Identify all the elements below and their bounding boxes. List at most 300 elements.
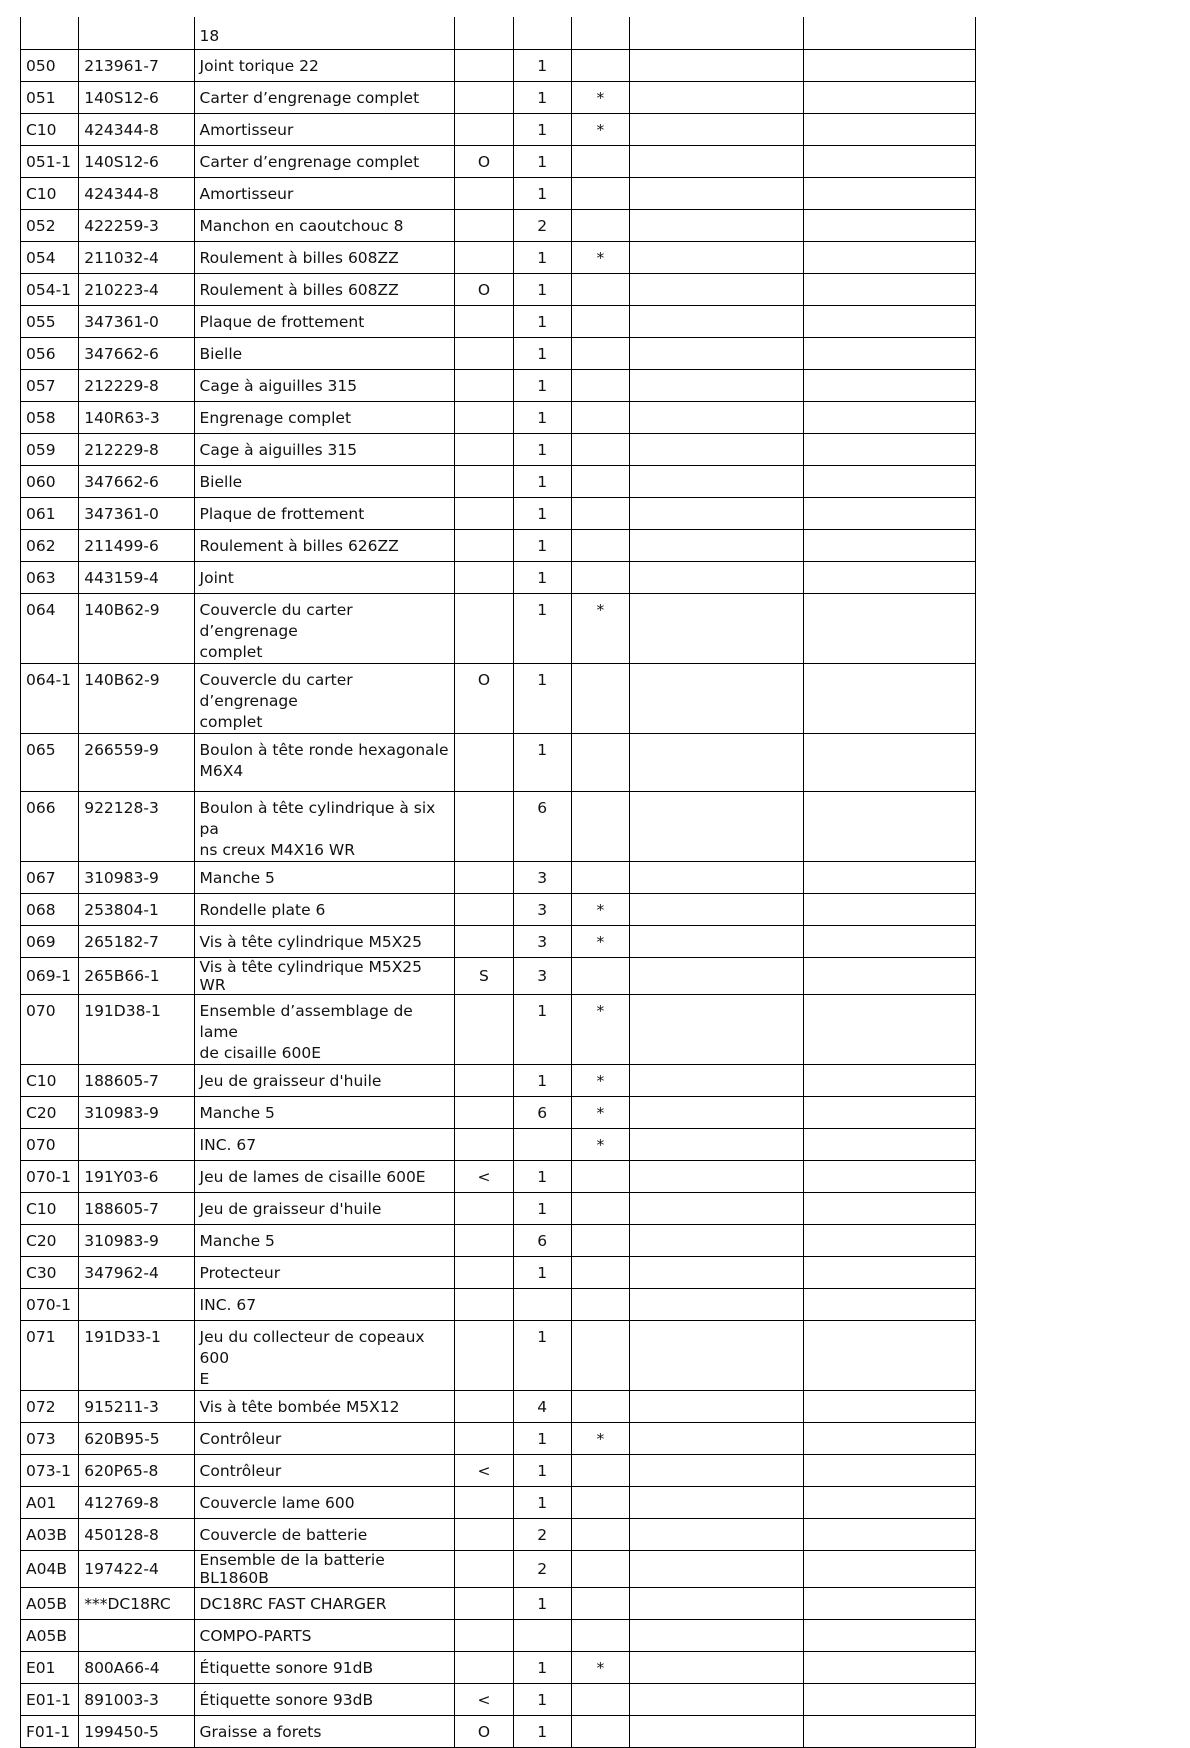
note-cell xyxy=(455,862,513,894)
empty-cell xyxy=(629,1193,803,1225)
empty-cell xyxy=(803,178,975,210)
part-number-cell: 197422-4 xyxy=(79,1551,194,1588)
empty-cell xyxy=(629,530,803,562)
description-cell: Joint xyxy=(194,562,455,594)
description-cell: Couvercle du carter d’engrenage complet xyxy=(194,664,455,734)
empty-cell xyxy=(803,1225,975,1257)
ref-cell: C20 xyxy=(21,1097,79,1129)
description-cell: Jeu de lames de cisaille 600E xyxy=(194,1161,455,1193)
note-cell xyxy=(455,562,513,594)
part-number-cell xyxy=(79,1289,194,1321)
note-cell xyxy=(455,1391,513,1423)
empty-cell xyxy=(629,178,803,210)
part-number-cell: 266559-9 xyxy=(79,734,194,792)
empty-cell xyxy=(629,1097,803,1129)
note-cell xyxy=(455,1519,513,1551)
quantity-cell: 1 xyxy=(513,306,571,338)
table-row xyxy=(21,1129,976,1161)
quantity-cell: 2 xyxy=(513,210,571,242)
quantity-cell: 1 xyxy=(513,530,571,562)
note-cell: < xyxy=(455,1684,513,1716)
quantity-cell: 1 xyxy=(513,1684,571,1716)
quantity-cell: 1 xyxy=(513,1193,571,1225)
table-row xyxy=(21,1716,976,1748)
empty-cell xyxy=(803,498,975,530)
empty-cell xyxy=(803,402,975,434)
part-number-cell: 347361-0 xyxy=(79,498,194,530)
description-cell: Contrôleur xyxy=(194,1455,455,1487)
quantity-cell xyxy=(513,1620,571,1652)
empty-cell xyxy=(629,1652,803,1684)
description-cell: Amortisseur xyxy=(194,114,455,146)
description-cell: Boulon à tête cylindrique à six pa ns creux M4X16 WR xyxy=(194,792,455,862)
mark-cell: * xyxy=(571,926,629,958)
table-row xyxy=(21,1391,976,1423)
quantity-cell: 1 xyxy=(513,402,571,434)
table-row xyxy=(21,1620,976,1652)
note-cell xyxy=(455,1065,513,1097)
empty-cell xyxy=(803,1065,975,1097)
empty-cell xyxy=(803,664,975,734)
empty-cell xyxy=(629,114,803,146)
mark-cell xyxy=(571,210,629,242)
mark-cell xyxy=(571,274,629,306)
mark-cell xyxy=(571,498,629,530)
empty-cell xyxy=(803,594,975,664)
empty-cell xyxy=(803,338,975,370)
mark-cell xyxy=(571,664,629,734)
empty-cell xyxy=(803,734,975,792)
empty-cell xyxy=(803,530,975,562)
note-cell xyxy=(455,498,513,530)
part-number-cell: 310983-9 xyxy=(79,1225,194,1257)
ref-cell: 070-1 xyxy=(21,1289,79,1321)
note-cell: < xyxy=(455,1455,513,1487)
ref-cell: E01-1 xyxy=(21,1684,79,1716)
ref-cell: 067 xyxy=(21,862,79,894)
description-cell: Jeu de graisseur d'huile xyxy=(194,1193,455,1225)
note-cell xyxy=(455,1423,513,1455)
table-row xyxy=(21,958,976,995)
ref-cell: 069 xyxy=(21,926,79,958)
quantity-cell: 1 xyxy=(513,274,571,306)
description-cell: Manche 5 xyxy=(194,862,455,894)
quantity-cell: 2 xyxy=(513,1519,571,1551)
note-cell: O xyxy=(455,274,513,306)
table-row xyxy=(21,792,976,862)
table-row xyxy=(21,1225,976,1257)
empty-cell xyxy=(803,995,975,1065)
part-number-cell: 253804-1 xyxy=(79,894,194,926)
mark-cell xyxy=(571,1193,629,1225)
mark-cell: * xyxy=(571,1097,629,1129)
ref-cell: F01-1 xyxy=(21,1716,79,1748)
empty-cell xyxy=(629,995,803,1065)
ref-cell: A01 xyxy=(21,1487,79,1519)
ref-cell: C20 xyxy=(21,1225,79,1257)
description-cell: Étiquette sonore 93dB xyxy=(194,1684,455,1716)
part-number-cell: 443159-4 xyxy=(79,562,194,594)
note-cell xyxy=(455,1588,513,1620)
ref-cell: 072 xyxy=(21,1391,79,1423)
ref-cell: 050 xyxy=(21,50,79,82)
note-cell xyxy=(455,1652,513,1684)
table-row xyxy=(21,562,976,594)
ref-cell: A04B xyxy=(21,1551,79,1588)
part-number-cell: 620P65-8 xyxy=(79,1455,194,1487)
ref-cell: 054 xyxy=(21,242,79,274)
empty-cell xyxy=(629,498,803,530)
empty-cell xyxy=(629,894,803,926)
table-row xyxy=(21,306,976,338)
part-number-cell: 191D38-1 xyxy=(79,995,194,1065)
mark-cell xyxy=(571,466,629,498)
description-cell: Vis à tête cylindrique M5X25 xyxy=(194,926,455,958)
empty-cell xyxy=(803,1455,975,1487)
note-cell xyxy=(455,466,513,498)
empty-cell xyxy=(803,1391,975,1423)
empty-cell xyxy=(629,1684,803,1716)
mark-cell xyxy=(571,530,629,562)
quantity-cell: 1 xyxy=(513,82,571,114)
empty-cell xyxy=(629,1423,803,1455)
mark-cell xyxy=(571,1289,629,1321)
ref-cell: C30 xyxy=(21,1257,79,1289)
empty-cell xyxy=(803,1716,975,1748)
empty-cell xyxy=(803,1161,975,1193)
part-number-cell: 800A66-4 xyxy=(79,1652,194,1684)
empty-cell xyxy=(629,862,803,894)
empty-cell xyxy=(803,274,975,306)
part-number-cell xyxy=(79,17,194,50)
mark-cell: * xyxy=(571,114,629,146)
empty-cell xyxy=(629,664,803,734)
ref-cell: 073-1 xyxy=(21,1455,79,1487)
empty-cell xyxy=(629,1129,803,1161)
empty-cell xyxy=(803,50,975,82)
table-row xyxy=(21,1423,976,1455)
mark-cell xyxy=(571,1161,629,1193)
description-cell: COMPO-PARTS xyxy=(194,1620,455,1652)
empty-cell xyxy=(629,594,803,664)
empty-cell xyxy=(629,1321,803,1391)
description-cell: Carter d’engrenage complet xyxy=(194,82,455,114)
table-row xyxy=(21,1257,976,1289)
note-cell xyxy=(455,926,513,958)
part-number-cell: 915211-3 xyxy=(79,1391,194,1423)
quantity-cell: 3 xyxy=(513,894,571,926)
quantity-cell: 1 xyxy=(513,734,571,792)
quantity-cell: 6 xyxy=(513,792,571,862)
empty-cell xyxy=(629,1588,803,1620)
mark-cell xyxy=(571,1519,629,1551)
empty-cell xyxy=(803,792,975,862)
empty-cell xyxy=(629,274,803,306)
mark-cell xyxy=(571,178,629,210)
table-row xyxy=(21,894,976,926)
quantity-cell: 6 xyxy=(513,1097,571,1129)
table-row xyxy=(21,926,976,958)
mark-cell xyxy=(571,1684,629,1716)
quantity-cell: 1 xyxy=(513,1321,571,1391)
table-row xyxy=(21,734,976,792)
empty-cell xyxy=(629,1487,803,1519)
quantity-cell: 1 xyxy=(513,562,571,594)
ref-cell: 069-1 xyxy=(21,958,79,995)
table-row xyxy=(21,370,976,402)
table-row xyxy=(21,862,976,894)
table-row xyxy=(21,995,976,1065)
table-row xyxy=(21,1161,976,1193)
ref-cell: 064-1 xyxy=(21,664,79,734)
quantity-cell: 1 xyxy=(513,434,571,466)
table-row xyxy=(21,1519,976,1551)
table-row xyxy=(21,1289,976,1321)
description-cell: 18 xyxy=(194,17,455,50)
mark-cell: * xyxy=(571,1652,629,1684)
description-cell: Engrenage complet xyxy=(194,402,455,434)
part-number-cell: 265B66-1 xyxy=(79,958,194,995)
empty-cell xyxy=(803,1487,975,1519)
table-row xyxy=(21,498,976,530)
table-row xyxy=(21,338,976,370)
ref-cell: 068 xyxy=(21,894,79,926)
description-cell: Jeu du collecteur de copeaux 600 E xyxy=(194,1321,455,1391)
description-cell: Amortisseur xyxy=(194,178,455,210)
note-cell: S xyxy=(455,958,513,995)
description-cell: Vis à tête cylindrique M5X25 WR xyxy=(194,958,455,995)
quantity-cell: 1 xyxy=(513,146,571,178)
ref-cell: C10 xyxy=(21,114,79,146)
empty-cell xyxy=(803,370,975,402)
empty-cell xyxy=(629,17,803,50)
note-cell xyxy=(455,242,513,274)
quantity-cell: 6 xyxy=(513,1225,571,1257)
mark-cell xyxy=(571,1487,629,1519)
table-row xyxy=(21,17,976,50)
empty-cell xyxy=(629,562,803,594)
description-cell: DC18RC FAST CHARGER xyxy=(194,1588,455,1620)
ref-cell: 070 xyxy=(21,995,79,1065)
description-cell: Bielle xyxy=(194,338,455,370)
empty-cell xyxy=(629,338,803,370)
note-cell xyxy=(455,1551,513,1588)
ref-cell: C10 xyxy=(21,178,79,210)
note-cell: < xyxy=(455,1161,513,1193)
quantity-cell: 3 xyxy=(513,958,571,995)
table-row xyxy=(21,466,976,498)
table-row xyxy=(21,1487,976,1519)
ref-cell: 070-1 xyxy=(21,1161,79,1193)
empty-cell xyxy=(629,926,803,958)
ref-cell: 066 xyxy=(21,792,79,862)
quantity-cell: 1 xyxy=(513,466,571,498)
table-row xyxy=(21,434,976,466)
table-row xyxy=(21,1097,976,1129)
description-cell: Contrôleur xyxy=(194,1423,455,1455)
table-row xyxy=(21,146,976,178)
note-cell xyxy=(455,530,513,562)
ref-cell: 057 xyxy=(21,370,79,402)
description-cell: Roulement à billes 608ZZ xyxy=(194,274,455,306)
quantity-cell xyxy=(513,1289,571,1321)
empty-cell xyxy=(629,466,803,498)
quantity-cell: 1 xyxy=(513,178,571,210)
part-number-cell: 347662-6 xyxy=(79,466,194,498)
mark-cell xyxy=(571,50,629,82)
part-number-cell: 211499-6 xyxy=(79,530,194,562)
quantity-cell: 1 xyxy=(513,370,571,402)
quantity-cell xyxy=(513,17,571,50)
description-cell: Rondelle plate 6 xyxy=(194,894,455,926)
empty-cell xyxy=(803,1129,975,1161)
mark-cell xyxy=(571,1620,629,1652)
empty-cell xyxy=(629,1065,803,1097)
quantity-cell: 1 xyxy=(513,114,571,146)
empty-cell xyxy=(629,50,803,82)
mark-cell xyxy=(571,402,629,434)
quantity-cell: 1 xyxy=(513,1716,571,1748)
description-cell: Cage à aiguilles 315 xyxy=(194,370,455,402)
ref-cell: 056 xyxy=(21,338,79,370)
part-number-cell: 347962-4 xyxy=(79,1257,194,1289)
ref-cell: 051 xyxy=(21,82,79,114)
empty-cell xyxy=(629,82,803,114)
note-cell xyxy=(455,792,513,862)
mark-cell xyxy=(571,434,629,466)
quantity-cell: 3 xyxy=(513,926,571,958)
description-cell: Étiquette sonore 91dB xyxy=(194,1652,455,1684)
empty-cell xyxy=(629,1716,803,1748)
empty-cell xyxy=(803,1289,975,1321)
mark-cell xyxy=(571,862,629,894)
empty-cell xyxy=(803,146,975,178)
mark-cell: * xyxy=(571,995,629,1065)
mark-cell xyxy=(571,1391,629,1423)
table-row xyxy=(21,50,976,82)
part-number-cell: 199450-5 xyxy=(79,1716,194,1748)
quantity-cell: 1 xyxy=(513,1161,571,1193)
mark-cell xyxy=(571,17,629,50)
empty-cell xyxy=(629,734,803,792)
note-cell xyxy=(455,1289,513,1321)
part-number-cell: 412769-8 xyxy=(79,1487,194,1519)
empty-cell xyxy=(803,114,975,146)
note-cell xyxy=(455,894,513,926)
empty-cell xyxy=(629,1289,803,1321)
ref-cell xyxy=(21,17,79,50)
ref-cell: 054-1 xyxy=(21,274,79,306)
quantity-cell: 1 xyxy=(513,498,571,530)
empty-cell xyxy=(803,1321,975,1391)
ref-cell: 062 xyxy=(21,530,79,562)
note-cell xyxy=(455,338,513,370)
part-number-cell: 891003-3 xyxy=(79,1684,194,1716)
note-cell xyxy=(455,210,513,242)
table-row xyxy=(21,1588,976,1620)
note-cell xyxy=(455,995,513,1065)
table-row xyxy=(21,530,976,562)
mark-cell: * xyxy=(571,1129,629,1161)
quantity-cell: 1 xyxy=(513,1455,571,1487)
ref-cell: 064 xyxy=(21,594,79,664)
empty-cell xyxy=(629,1391,803,1423)
description-cell: Couvercle de batterie xyxy=(194,1519,455,1551)
table-row xyxy=(21,242,976,274)
quantity-cell: 1 xyxy=(513,995,571,1065)
part-number-cell: 213961-7 xyxy=(79,50,194,82)
note-cell xyxy=(455,1257,513,1289)
note-cell xyxy=(455,178,513,210)
part-number-cell: 188605-7 xyxy=(79,1065,194,1097)
table-row xyxy=(21,82,976,114)
note-cell xyxy=(455,1129,513,1161)
mark-cell: * xyxy=(571,242,629,274)
empty-cell xyxy=(803,958,975,995)
note-cell xyxy=(455,734,513,792)
part-number-cell: 140B62-9 xyxy=(79,594,194,664)
part-number-cell: 212229-8 xyxy=(79,370,194,402)
quantity-cell: 1 xyxy=(513,1065,571,1097)
empty-cell xyxy=(803,1519,975,1551)
note-cell xyxy=(455,402,513,434)
empty-cell xyxy=(803,306,975,338)
empty-cell xyxy=(629,402,803,434)
mark-cell xyxy=(571,1257,629,1289)
mark-cell xyxy=(571,562,629,594)
note-cell xyxy=(455,1487,513,1519)
part-number-cell xyxy=(79,1620,194,1652)
empty-cell xyxy=(803,1620,975,1652)
note-cell xyxy=(455,1193,513,1225)
table-row xyxy=(21,1551,976,1588)
description-cell: Protecteur xyxy=(194,1257,455,1289)
empty-cell xyxy=(629,792,803,862)
empty-cell xyxy=(803,1652,975,1684)
part-number-cell: 188605-7 xyxy=(79,1193,194,1225)
mark-cell xyxy=(571,306,629,338)
ref-cell: 065 xyxy=(21,734,79,792)
mark-cell xyxy=(571,734,629,792)
mark-cell xyxy=(571,1588,629,1620)
mark-cell xyxy=(571,338,629,370)
empty-cell xyxy=(629,1620,803,1652)
empty-cell xyxy=(629,1519,803,1551)
part-number-cell: 450128-8 xyxy=(79,1519,194,1551)
empty-cell xyxy=(803,242,975,274)
quantity-cell: 1 xyxy=(513,1588,571,1620)
empty-cell xyxy=(803,210,975,242)
ref-cell: 059 xyxy=(21,434,79,466)
quantity-cell: 1 xyxy=(513,1487,571,1519)
note-cell xyxy=(455,434,513,466)
note-cell: O xyxy=(455,664,513,734)
ref-cell: 063 xyxy=(21,562,79,594)
description-cell: Roulement à billes 608ZZ xyxy=(194,242,455,274)
description-cell: Boulon à tête ronde hexagonale M6X4 xyxy=(194,734,455,792)
parts-table-body xyxy=(21,17,976,1748)
table-row xyxy=(21,210,976,242)
part-number-cell: 140R63-3 xyxy=(79,402,194,434)
empty-cell xyxy=(629,1225,803,1257)
note-cell xyxy=(455,17,513,50)
empty-cell xyxy=(629,306,803,338)
table-row xyxy=(21,664,976,734)
note-cell xyxy=(455,82,513,114)
quantity-cell: 3 xyxy=(513,862,571,894)
ref-cell: 061 xyxy=(21,498,79,530)
description-cell: Vis à tête bombée M5X12 xyxy=(194,1391,455,1423)
